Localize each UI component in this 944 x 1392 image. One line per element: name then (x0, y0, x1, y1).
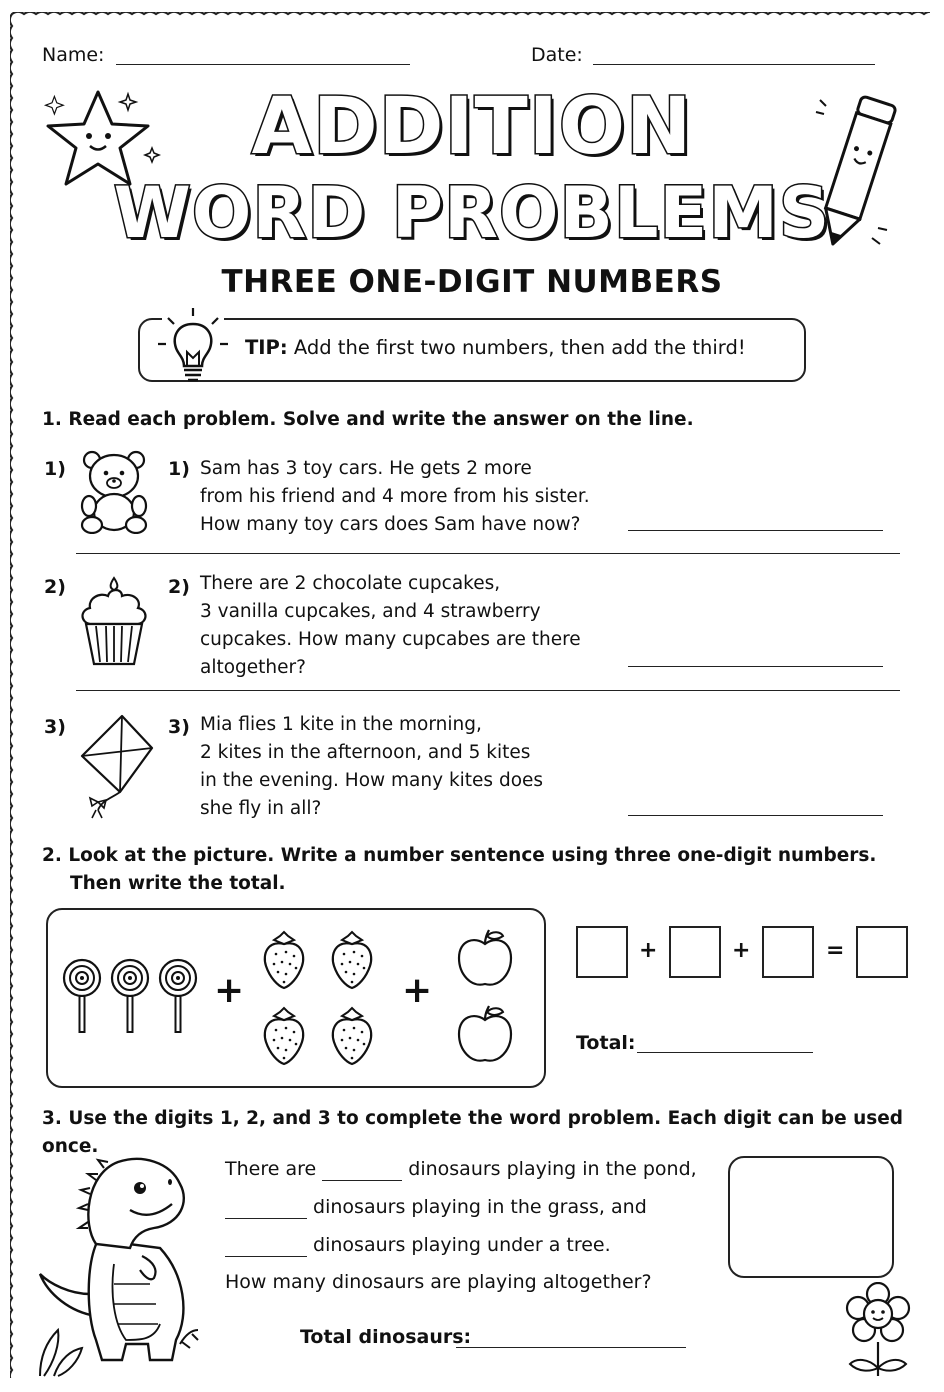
problem2-number: 2) (168, 576, 190, 598)
tip-label: TIP: (245, 336, 288, 359)
section3-line3 (225, 1234, 611, 1257)
addend1-box[interactable] (576, 926, 628, 978)
page-title-line1: ADDITION (251, 82, 693, 172)
section3-line1 (225, 1158, 697, 1181)
problem1-number: 1) (168, 458, 190, 480)
line3-suffix: dinosaurs playing under a tree. (313, 1234, 611, 1256)
section1-instruction: 1. Read each problem. Solve and write the answer on the line. (42, 409, 694, 430)
section3-line4: How many dinosaurs are playing altogether? (225, 1271, 652, 1293)
problem3-line4: she fly in all? (200, 798, 322, 819)
problem2-line4: altogether? (200, 657, 306, 678)
name-label: Name: (42, 44, 105, 66)
section2-instruction (42, 842, 876, 898)
total-dinosaurs-line[interactable] (456, 1347, 686, 1348)
problem2-line2: 3 vanilla cupcakes, and 4 strawberry (200, 601, 541, 622)
apple-icon (455, 928, 515, 990)
section3-line2 (225, 1196, 647, 1219)
line1-prefix: There are (225, 1158, 317, 1180)
answer-box[interactable] (728, 1156, 894, 1278)
strawberry-icon (328, 930, 376, 990)
line2-suffix: dinosaurs playing in the grass, and (313, 1196, 647, 1218)
total-label: Total: (576, 1032, 636, 1054)
problem1-outer-number: 1) (44, 458, 66, 480)
problem1-text (200, 455, 590, 539)
section3-instruction: 3. Use the digits 1, 2, and 3 to complete the word problem. Each digit can be used once. (42, 1108, 904, 1157)
page-title-line2: WORD PROBLEMS (113, 172, 831, 254)
plus-sign: + (732, 938, 751, 963)
lightbulb-icon (156, 304, 230, 388)
problem3-text (200, 711, 543, 823)
problem3-outer-number: 3) (44, 716, 66, 738)
problem2-text (200, 570, 581, 682)
divider (76, 553, 900, 554)
problem1-line1: Sam has 3 toy cars. He gets 2 more (200, 458, 532, 479)
blank-2[interactable] (225, 1196, 307, 1219)
addend3-box[interactable] (762, 926, 814, 978)
apple-icon (455, 1004, 515, 1066)
divider (76, 690, 900, 691)
problem2-line1: There are 2 chocolate cupcakes, (200, 573, 501, 594)
total-answer-line[interactable] (637, 1052, 813, 1053)
cupcake-icon (76, 574, 152, 668)
lollipop-icon (110, 958, 150, 1036)
strawberry-icon (260, 1006, 308, 1066)
section2-instruction-line1: 2. Look at the picture. Write a number sentence using three one-digit numbers. (42, 845, 877, 866)
problem3-answer-line[interactable] (628, 815, 883, 816)
plus-sign: + (214, 970, 245, 1011)
equals-sign: = (826, 938, 845, 963)
lollipop-icon (158, 958, 198, 1036)
problem3-line2: 2 kites in the afternoon, and 5 kites (200, 742, 531, 763)
tip-text (245, 336, 746, 359)
page-subtitle: THREE ONE-DIGIT NUMBERS (221, 264, 723, 300)
problem3-line1: Mia flies 1 kite in the morning, (200, 714, 482, 735)
flower-icon (838, 1282, 918, 1378)
date-label: Date: (531, 44, 583, 66)
problem1-line3: How many toy cars does Sam have now? (200, 514, 581, 535)
dinosaur-icon (30, 1144, 220, 1380)
date-field[interactable] (593, 64, 875, 65)
addend2-box[interactable] (669, 926, 721, 978)
plus-sign: + (639, 938, 658, 963)
teddy-bear-icon (76, 448, 152, 534)
strawberry-icon (260, 930, 308, 990)
lollipop-icon (62, 958, 102, 1036)
blank-3[interactable] (225, 1234, 307, 1257)
blank-1[interactable] (322, 1158, 402, 1181)
problem2-answer-line[interactable] (628, 666, 883, 667)
problem1-line2: from his friend and 4 more from his sister. (200, 486, 590, 507)
tip-message: Add the first two numbers, then add the third! (293, 336, 746, 359)
sum-box[interactable] (856, 926, 908, 978)
strawberry-icon (328, 1006, 376, 1066)
section2-instruction-line2: Then write the total. (70, 873, 286, 894)
line1-suffix: dinosaurs playing in the pond, (408, 1158, 697, 1180)
problem3-line3: in the evening. How many kites does (200, 770, 544, 791)
problem3-number: 3) (168, 716, 190, 738)
problem2-outer-number: 2) (44, 576, 66, 598)
total-dinosaurs-label: Total dinosaurs: (300, 1326, 472, 1348)
plus-sign: + (402, 970, 433, 1011)
name-field[interactable] (116, 64, 410, 65)
problem1-answer-line[interactable] (628, 530, 883, 531)
problem2-line3: cupcakes. How many cupcabes are there (200, 629, 581, 650)
kite-icon (76, 712, 156, 822)
